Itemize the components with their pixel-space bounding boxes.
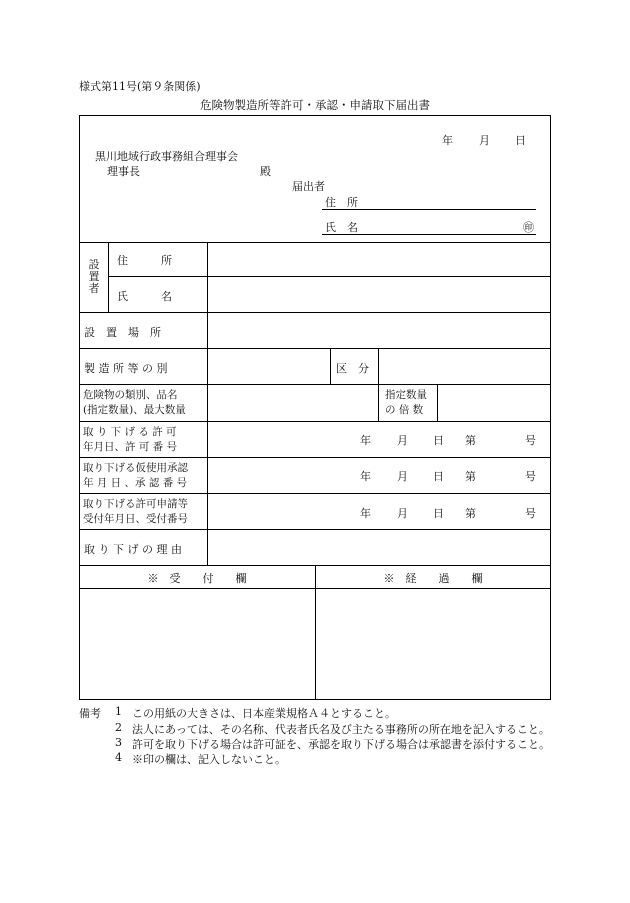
row-line bbox=[79, 421, 551, 422]
form-number: 様式第11号(第９条関係) bbox=[79, 80, 201, 93]
withdraw-temp-label-1: 取り下げる仮使用承認 bbox=[83, 462, 188, 474]
multiple-label-2: の 倍 数 bbox=[385, 404, 424, 416]
hazard-label-2: (指定数量)、最大数量 bbox=[83, 404, 186, 416]
date-year: 年 bbox=[442, 134, 453, 147]
hazard-label-1: 危険物の類別、品名 bbox=[83, 389, 178, 401]
temp-go: 号 bbox=[525, 470, 536, 483]
note-text: ※印の欄は、記入しないこと。 bbox=[132, 753, 286, 766]
name-underline bbox=[322, 234, 536, 235]
reception-header: ※ 受 付 欄 bbox=[147, 572, 247, 585]
seal-mark: ㊞ bbox=[523, 221, 534, 234]
col-line bbox=[437, 384, 438, 421]
row-line bbox=[79, 529, 551, 530]
addressee-position: 理事長 bbox=[107, 165, 140, 178]
app-go: 号 bbox=[525, 507, 536, 520]
multiple-label-1: 指定数量 bbox=[385, 389, 427, 401]
note-text: 許可を取り下げる場合は許可証を、承認を取り下げる場合は承認書を添付すること。 bbox=[132, 738, 550, 751]
app-no: 第 bbox=[465, 507, 476, 520]
col-line bbox=[330, 348, 331, 384]
note-num: 2 bbox=[115, 721, 122, 734]
permit-month: 月 bbox=[397, 434, 408, 447]
notes-label: 備考 bbox=[79, 707, 101, 720]
app-year: 年 bbox=[360, 507, 371, 520]
reason-label: 取 り 下 げ の 理 由 bbox=[84, 543, 182, 556]
form-title: 危険物製造所等許可・承認・申請取下届出書 bbox=[200, 98, 430, 112]
notifier-label: 届出者 bbox=[292, 180, 325, 193]
withdraw-temp-label-2: 年 月 日 、承 認 番 号 bbox=[83, 477, 188, 489]
note-num: 1 bbox=[115, 705, 122, 718]
row-line bbox=[79, 384, 551, 385]
facility-type-label: 製 造 所 等 の 別 bbox=[84, 362, 168, 375]
address-underline bbox=[322, 209, 536, 210]
row-line bbox=[108, 276, 551, 277]
permit-day: 日 bbox=[433, 434, 444, 447]
app-day: 日 bbox=[433, 507, 444, 520]
temp-month: 月 bbox=[397, 470, 408, 483]
col-line bbox=[207, 242, 208, 565]
note-num: 4 bbox=[115, 751, 122, 764]
withdraw-permit-label-1: 取 り 下 げ る 許 可 bbox=[83, 426, 177, 438]
installer-name-label: 氏 名 bbox=[117, 290, 172, 303]
col-line bbox=[378, 348, 379, 421]
note-text: この用紙の大きさは、日本産業規格Ａ４とすること。 bbox=[132, 707, 396, 720]
temp-no: 第 bbox=[465, 470, 476, 483]
notifier-address-label: 住 所 bbox=[325, 196, 358, 209]
row-line bbox=[79, 348, 551, 349]
note-text: 法人にあっては、その名称、代表者氏名及び主たる事務所の所在地を記入すること。 bbox=[132, 723, 550, 736]
row-line bbox=[79, 242, 551, 243]
temp-day: 日 bbox=[433, 470, 444, 483]
installer-label: 設置者 bbox=[88, 258, 100, 295]
note-num: 3 bbox=[115, 736, 122, 749]
row-line bbox=[79, 457, 551, 458]
col-line bbox=[108, 242, 109, 312]
withdraw-app-label-2: 受付年月日、受付番号 bbox=[83, 513, 188, 525]
app-month: 月 bbox=[397, 507, 408, 520]
row-line bbox=[79, 312, 551, 313]
permit-go: 号 bbox=[525, 434, 536, 447]
row-line bbox=[79, 493, 551, 494]
notifier-name-label: 氏 名 bbox=[325, 221, 358, 234]
withdraw-permit-label-2: 年月日、許 可 番 号 bbox=[83, 441, 178, 453]
category-label: 区 分 bbox=[336, 362, 369, 375]
installer-address-label: 住 所 bbox=[117, 254, 172, 267]
addressee-honorific: 殿 bbox=[260, 165, 271, 178]
withdraw-app-label-1: 取り下げる許可申請等 bbox=[83, 498, 188, 510]
permit-no: 第 bbox=[465, 434, 476, 447]
date-month: 月 bbox=[479, 134, 490, 147]
install-location-label: 設 置 場 所 bbox=[84, 326, 161, 339]
temp-year: 年 bbox=[360, 470, 371, 483]
addressee-org: 黒川地域行政事務組合理事会 bbox=[95, 150, 238, 163]
permit-year: 年 bbox=[360, 434, 371, 447]
progress-header: ※ 経 過 欄 bbox=[383, 572, 483, 585]
date-day: 日 bbox=[515, 134, 526, 147]
